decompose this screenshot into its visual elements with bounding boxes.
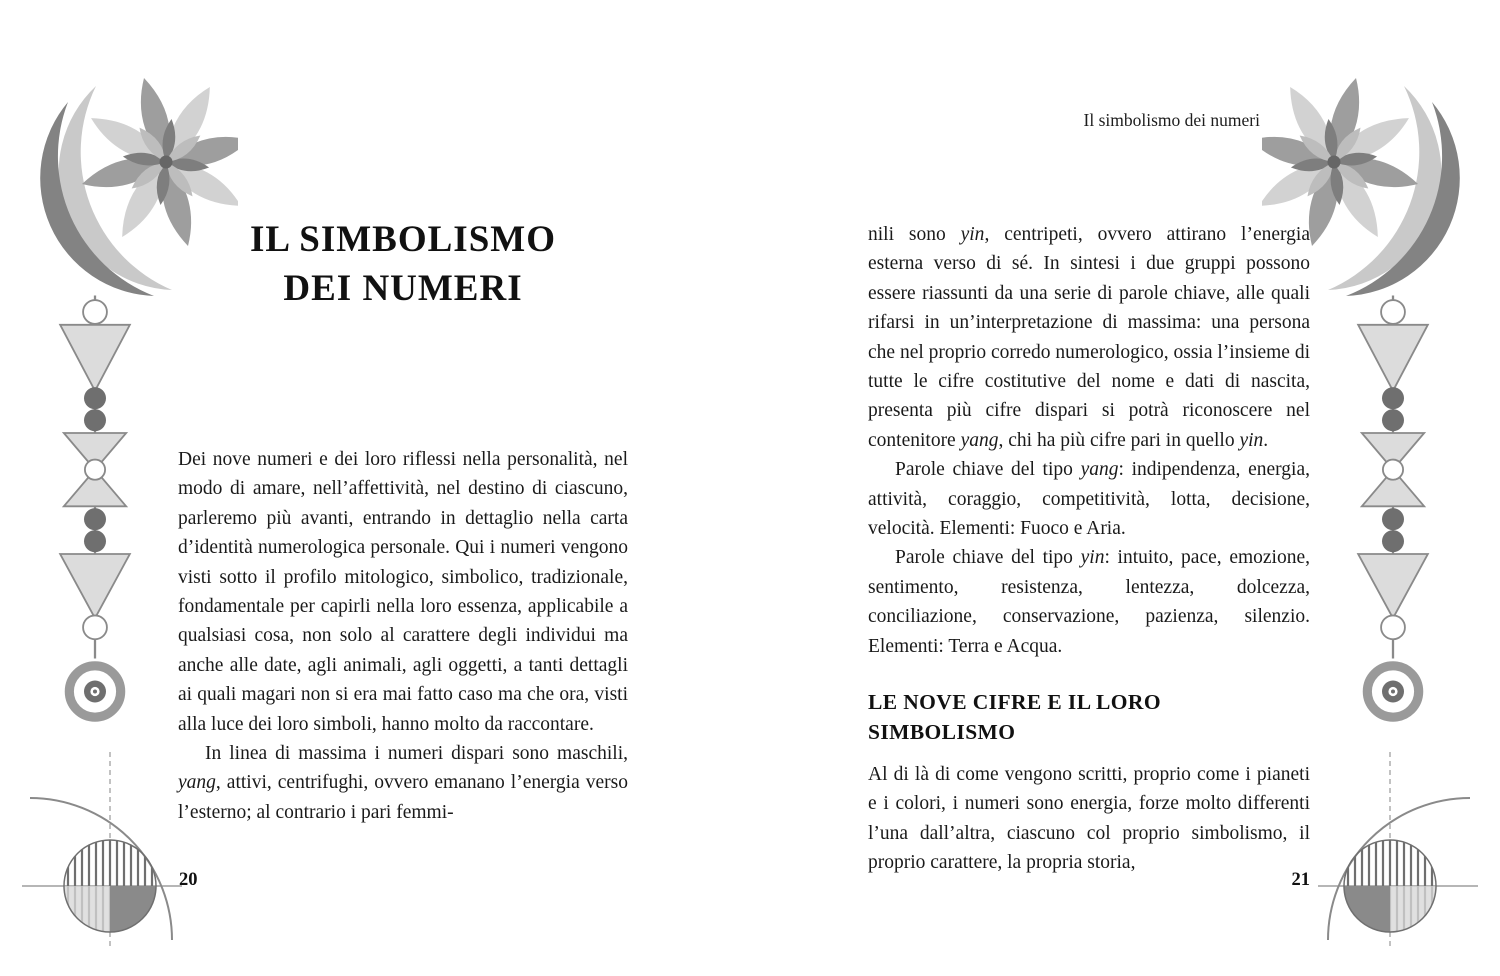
- chapter-title-line2: DEI NUMERI: [283, 267, 523, 309]
- geometric-totem-ornament-right: [1338, 290, 1448, 730]
- geometric-totem-ornament-left: [40, 290, 150, 730]
- paragraph: Dei nove numeri e dei loro riflessi nella personalità, nel modo di amare, nell’affettività, nel destino di ciascuno, parleremo più avanti, entrando in dettaglio nella carta d’identità numerologica personale. Qui i numeri vengono visti sotto il profilo mitologico, simbolico, tradizionale, fondamentale per capirli nella loro essenza, applicabile a qualsiasi cosa, non solo al carattere degli individui ma anche alle date, agli animali, agli oggetti, a tanti dettagli ai quali magari non si era mai fatto caso ma che ora, visti alla luce dei loro simboli, hanno molto da raccontare.: [178, 449, 628, 735]
- left-page-body: [178, 445, 628, 827]
- chapter-title-line1: IL SIMBOLISMO: [249, 219, 556, 260]
- paragraph: nili sono yin, centripeti, ovvero attirano l’energia esterna verso di sé. In sintesi i due gruppi possono essere riassunti da una serie di parole chiave, alle quali rifarsi in un’interpretazione di massima: una persona che nel proprio corredo numerologico, ossia l’insieme di tutte le cifre costitutive del nome e dati di nascita, presenta più cifre dispari si potrà riconoscere nel contenitore yang, chi ha più cifre pari in quello yin.: [868, 224, 1310, 451]
- section-heading: LE NOVE CIFRE E IL LORO SIMBOLISMO: [868, 690, 1161, 744]
- paragraph: Parole chiave del tipo yin: intuito, pace, emozione, sentimento, resistenza, lentezza, dolcezza, conciliazione, conservazione, pazienza, silenzio. Elementi: Terra e Acqua.: [868, 547, 1311, 657]
- paragraph: In linea di massima i numeri dispari sono maschili, yang, attivi, centrifughi, ovvero emanano l’energia verso l’esterno; al contrario i pari femmi-: [178, 743, 628, 823]
- paragraph: Al di là di come vengono scritti, proprio come i pianeti e i colori, i numeri sono energia, forze molto differenti l’una dall’altra, ciascuno col proprio simbolismo, il proprio carattere, la propria storia,: [868, 763, 1310, 874]
- compass-circle-ornament-bottom-right: [1318, 748, 1478, 948]
- running-header: Il simbolismo dei numeri: [1083, 110, 1260, 130]
- paragraph: Parole chiave del tipo yang: indipendenza, energia, attività, coraggio, competitività, lotta, decisione, velocità. Elementi: Fuoco e Aria.: [868, 459, 1310, 540]
- page-number-left: 20: [179, 870, 198, 890]
- compass-circle-ornament-bottom-left: [22, 748, 182, 948]
- chapter-title: [178, 216, 628, 314]
- page-number-right: 21: [1291, 870, 1310, 890]
- right-page-body: [868, 220, 1310, 878]
